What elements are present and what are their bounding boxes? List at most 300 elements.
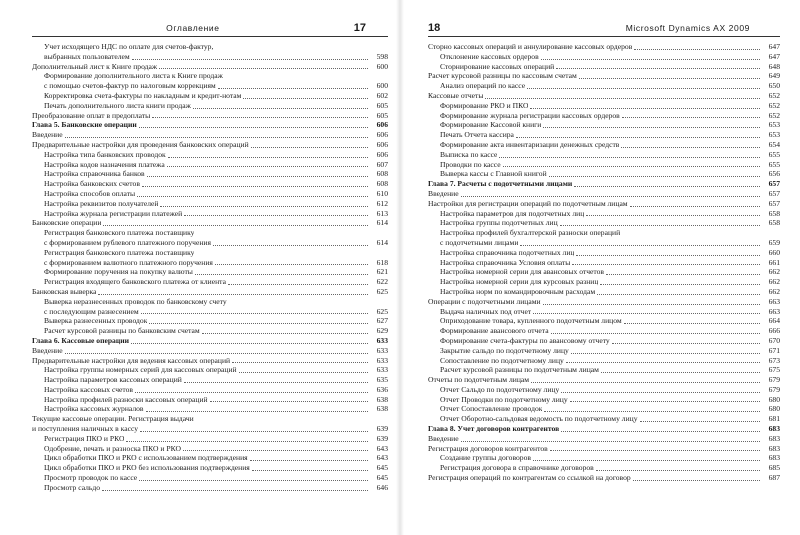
toc-entry[interactable]	[428, 248, 780, 258]
toc-page-number: 657	[768, 179, 780, 189]
toc-entry[interactable]	[32, 189, 388, 199]
dot-leader	[159, 67, 368, 69]
toc-entry-title: Отклонение кассовых ордеров	[440, 51, 539, 61]
toc-page-number: 635	[376, 375, 388, 385]
toc-entry[interactable]	[32, 111, 388, 121]
toc-entry-title: Настройка параметров кассовых операций	[44, 375, 182, 385]
toc-entry[interactable]	[32, 346, 388, 356]
dot-leader	[218, 87, 368, 89]
toc-page-number: 653	[768, 130, 780, 140]
toc-entry-title: Настройка банковских счетов	[44, 179, 140, 189]
toc-entry-title: Введение	[32, 130, 63, 140]
dot-leader	[193, 107, 368, 109]
toc-page-number: 645	[376, 473, 388, 483]
toc-page-number: 608	[376, 169, 388, 179]
toc-page-number: 622	[376, 277, 388, 287]
toc-chapter-entry[interactable]	[32, 336, 388, 346]
toc-page-number: 613	[376, 208, 388, 218]
toc-page-number: 657	[768, 198, 780, 208]
toc-entry-title: Анализ операций по кассе	[440, 81, 526, 91]
toc-page-number: 600	[376, 81, 388, 91]
dot-leader	[139, 479, 368, 481]
toc-entry-title: Выверка кассы с Главной книгой	[440, 169, 547, 179]
dot-leader	[601, 371, 760, 373]
toc-entry[interactable]	[32, 130, 388, 140]
toc-entry-title: Проводки по кассе	[440, 159, 501, 169]
toc-page-number: 649	[768, 71, 780, 81]
dot-leader	[167, 165, 368, 167]
toc-entry-title: Регистрация ПКО и РКО	[44, 433, 125, 443]
dot-leader	[597, 293, 760, 295]
dot-leader	[102, 489, 368, 491]
toc-entry-title: Настройка профилей бухгалтерской разноски операций	[440, 228, 621, 238]
toc-entry-title: и поступления наличных в кассу	[32, 424, 139, 434]
toc-page-number: 638	[376, 394, 388, 404]
dot-leader	[572, 263, 760, 265]
dot-leader	[196, 421, 368, 422]
toc-entry-title: Настройка реквизитов получателей	[44, 198, 159, 208]
toc-entry[interactable]	[32, 463, 388, 473]
dot-leader	[624, 322, 760, 324]
toc-page-number: 647	[768, 42, 780, 51]
toc-entry[interactable]	[32, 444, 388, 454]
toc-page-number: 662	[768, 286, 780, 296]
toc-page-number: 652	[768, 100, 780, 110]
toc-entry-title: Настройка журнала регистрации платежей	[44, 208, 183, 218]
dot-leader	[530, 107, 760, 109]
toc-entry[interactable]	[32, 307, 388, 317]
toc-page-number: 658	[768, 218, 780, 228]
toc-page-number: 671	[768, 345, 780, 355]
toc-entry-title: Настройка параметров для подотчетных лиц	[440, 208, 585, 218]
dot-leader	[561, 430, 760, 432]
toc-entry[interactable]	[428, 414, 780, 424]
toc-entry[interactable]	[32, 473, 388, 483]
toc-entry[interactable]	[32, 150, 388, 160]
toc-entry-title: Регистрация банковского платежа поставщику	[44, 228, 195, 238]
dot-leader	[137, 195, 368, 197]
page-header	[428, 22, 780, 37]
dot-leader	[160, 205, 368, 207]
toc-entry[interactable]	[32, 101, 388, 111]
toc-entry[interactable]	[428, 150, 780, 160]
toc-page-number: 636	[376, 384, 388, 394]
toc-entry[interactable]	[428, 346, 780, 356]
toc-entry[interactable]	[32, 248, 388, 258]
toc-entry-title: Настройки для регистрации операций по подотчетным лицам	[428, 198, 628, 208]
toc-entry[interactable]	[32, 277, 388, 287]
toc-entry[interactable]	[32, 81, 388, 91]
toc-entry[interactable]	[32, 71, 388, 81]
table-of-contents	[32, 42, 388, 493]
dot-leader	[551, 332, 760, 334]
toc-entry[interactable]	[428, 101, 780, 111]
dot-leader	[126, 440, 368, 442]
toc-page-number: 606	[376, 130, 388, 140]
toc-entry-title: Выверка разнесенных проводок	[44, 316, 148, 326]
dot-leader	[225, 78, 368, 79]
toc-entry-title: Формирование поручения на покупку валюты	[44, 267, 193, 277]
toc-entry-title: Предварительные настройки для ведения кассовых операций	[32, 355, 231, 365]
dot-leader	[146, 410, 368, 412]
toc-entry[interactable]	[428, 130, 780, 140]
page-header	[32, 22, 388, 37]
toc-page-number: 606	[376, 120, 388, 130]
toc-page-number: 662	[768, 277, 780, 287]
toc-page-number: 654	[768, 139, 780, 149]
toc-entry[interactable]	[32, 356, 388, 366]
toc-entry[interactable]	[428, 81, 780, 91]
toc-entry-title: Введение	[428, 188, 459, 198]
toc-entry[interactable]	[428, 277, 780, 287]
toc-page-number: 680	[768, 404, 780, 414]
toc-entry-title: Регистрация операций по контрагентам со ссылкой на договор	[428, 473, 631, 483]
toc-entry-title: Глава 6. Кассовые операции	[32, 335, 129, 345]
toc-entry-title: Формирование авансового отчета	[440, 326, 549, 336]
toc-entry[interactable]	[428, 375, 780, 385]
toc-entry-title: Выверка неразнесенных проводок по банковскому счету	[44, 296, 227, 306]
toc-page-number: 658	[768, 208, 780, 218]
toc-page-number: 639	[376, 433, 388, 443]
toc-page-number: 608	[376, 179, 388, 189]
toc-entry[interactable]	[32, 414, 388, 424]
toc-entry[interactable]	[428, 287, 780, 297]
toc-entry-title: Просмотр проводок по кассе	[44, 473, 138, 483]
toc-entry-title: Настройка номерной серии для курсовых разниц	[440, 277, 599, 287]
dot-leader	[184, 214, 368, 216]
toc-entry-title: Глава 5. Банковские операции	[32, 120, 137, 130]
toc-page-number: 643	[376, 443, 388, 453]
dot-leader	[210, 400, 368, 402]
toc-entry[interactable]	[428, 473, 780, 483]
toc-entry[interactable]	[32, 218, 388, 228]
toc-page-number: 643	[376, 453, 388, 463]
toc-entry[interactable]	[428, 238, 780, 248]
running-title: Microsoft Dynamics AX 2009	[625, 23, 750, 33]
toc-chapter-entry[interactable]	[428, 424, 780, 434]
toc-entry-title: Настройка способов оплаты	[44, 188, 136, 198]
toc-page-number: 660	[768, 247, 780, 257]
toc-entry-title: Настройка группы номерных серий для кассовых операций	[44, 365, 237, 375]
toc-page-number: 655	[768, 149, 780, 159]
toc-entry-title: Регистрация входящего банковского платежа от клиента	[44, 277, 226, 287]
toc-entry[interactable]	[428, 189, 780, 199]
toc-entry[interactable]	[32, 199, 388, 209]
toc-page-number: 646	[376, 482, 388, 492]
toc-entry[interactable]	[428, 307, 780, 317]
toc-entry-title: с формированием рублевого платежного поручения	[44, 237, 211, 247]
toc-entry[interactable]	[32, 385, 388, 395]
dot-leader	[461, 440, 760, 442]
toc-entry[interactable]	[428, 52, 780, 62]
toc-entry-title: Настройка справочника Условия оплаты	[440, 257, 571, 267]
dot-leader	[533, 459, 760, 461]
right-page	[400, 0, 800, 535]
toc-entry-title: с формированием валютного платежного поручения	[44, 257, 213, 267]
dot-leader	[139, 126, 368, 128]
toc-entry[interactable]	[32, 91, 388, 101]
dot-leader	[141, 312, 368, 314]
dot-leader	[131, 342, 368, 344]
dot-leader	[561, 391, 760, 393]
dot-leader	[132, 58, 368, 60]
toc-page-number: 659	[768, 237, 780, 247]
toc-page-number: 652	[768, 110, 780, 120]
toc-page-number: 687	[768, 473, 780, 483]
dot-leader	[168, 156, 368, 158]
toc-entry-title: Введение	[32, 345, 63, 355]
toc-entry[interactable]	[428, 71, 780, 81]
dot-leader	[195, 273, 368, 275]
toc-page-number: 621	[376, 267, 388, 277]
toc-entry[interactable]	[428, 228, 780, 238]
toc-page-number: 661	[768, 257, 780, 267]
dot-leader	[640, 420, 760, 422]
toc-page-number: 625	[376, 286, 388, 296]
toc-page-number: 627	[376, 316, 388, 326]
toc-page-number: 612	[376, 198, 388, 208]
toc-entry-title: Текущие кассовые операции. Регистрация выдачи	[32, 414, 194, 424]
toc-page-number: 679	[768, 375, 780, 385]
toc-entry[interactable]	[32, 453, 388, 463]
toc-entry[interactable]	[32, 169, 388, 179]
toc-entry-title: Регистрация договоров контрагентов	[428, 443, 548, 453]
toc-entry[interactable]	[428, 160, 780, 170]
toc-entry-title: с помощью счетов-фактур по налоговым коррекциям	[44, 81, 216, 91]
toc-entry-title: Кассовые отчеты	[428, 90, 484, 100]
toc-entry[interactable]	[428, 42, 780, 52]
toc-page-number: 679	[768, 384, 780, 394]
dot-leader	[215, 49, 368, 50]
toc-entry[interactable]	[32, 424, 388, 434]
toc-entry[interactable]	[428, 395, 780, 405]
toc-entry[interactable]	[428, 218, 780, 228]
toc-entry-title: Формирование журнала регистрации кассовых ордеров	[440, 110, 620, 120]
toc-entry[interactable]	[428, 267, 780, 277]
toc-entry[interactable]	[428, 326, 780, 336]
toc-entry[interactable]	[428, 111, 780, 121]
toc-entry-title: Настройка кассовых счетов	[44, 384, 134, 394]
toc-chapter-entry[interactable]	[428, 179, 780, 189]
dot-leader	[544, 410, 760, 412]
toc-entry[interactable]	[32, 365, 388, 375]
toc-page-number: 610	[376, 188, 388, 198]
dot-leader	[586, 214, 760, 216]
toc-page-number: 638	[376, 404, 388, 414]
toc-entry-title: Формирование счета-фактуры по авансовому отчету	[440, 335, 610, 345]
toc-entry[interactable]	[428, 91, 780, 101]
toc-entry[interactable]	[428, 463, 780, 473]
toc-entry-title: Выдача наличных под отчет	[440, 306, 532, 316]
toc-entry-title: Расчет курсовой разницы по подотчетным лицам	[440, 365, 599, 375]
dot-leader	[196, 235, 368, 236]
toc-entry[interactable]	[32, 297, 388, 307]
dot-leader	[516, 136, 760, 138]
toc-entry[interactable]	[428, 453, 780, 463]
toc-entry[interactable]	[428, 140, 780, 150]
toc-entry-title: Настройка профилей разноски кассовых операций	[44, 394, 208, 404]
dot-leader	[520, 244, 760, 246]
toc-entry[interactable]	[32, 140, 388, 150]
dot-leader	[556, 67, 760, 69]
toc-entry-title: Выписка по кассе	[440, 149, 498, 159]
toc-entry[interactable]	[428, 62, 780, 72]
toc-page-number: 683	[768, 443, 780, 453]
dot-leader	[571, 352, 760, 354]
toc-entry[interactable]	[428, 336, 780, 346]
toc-entry[interactable]	[428, 444, 780, 454]
dot-leader	[98, 293, 368, 295]
toc-entry-title: Предварительные настройки для проведения банковских операций	[32, 139, 249, 149]
toc-page-number: 614	[376, 237, 388, 247]
toc-page-number: 639	[376, 424, 388, 434]
dot-leader	[549, 175, 760, 177]
toc-entry-title: Отчеты по подотчетным лицам	[428, 375, 530, 385]
toc-entry[interactable]	[428, 365, 780, 375]
dot-leader	[622, 235, 760, 236]
toc-entry[interactable]	[32, 395, 388, 405]
dot-leader	[103, 224, 368, 226]
dot-leader	[215, 263, 368, 265]
dot-leader	[543, 303, 760, 305]
toc-entry-title: Сопоставление по подотчетному лицу	[440, 355, 564, 365]
toc-entry-title: Регистрация договора в справочнике договоров	[440, 463, 594, 473]
dot-leader	[499, 156, 760, 158]
page-number: 18	[428, 22, 441, 34]
page-number: 17	[353, 22, 366, 34]
toc-entry[interactable]	[32, 483, 388, 493]
toc-page-number: 683	[768, 424, 780, 434]
toc-entry-title: Регистрация банковского платежа поставщику	[44, 247, 195, 257]
dot-leader	[533, 312, 760, 314]
toc-entry[interactable]	[32, 404, 388, 414]
toc-page-number: 655	[768, 159, 780, 169]
toc-entry[interactable]	[428, 385, 780, 395]
toc-page-number: 662	[768, 267, 780, 277]
toc-entry-title: Настройка справочника банков	[44, 169, 145, 179]
toc-entry[interactable]	[32, 434, 388, 444]
toc-entry[interactable]	[32, 52, 388, 62]
toc-entry-title: Настройка номерной серии для авансовых отчетов	[440, 267, 604, 277]
dot-leader	[251, 146, 368, 148]
toc-page-number: 645	[376, 463, 388, 473]
toc-page-number: 680	[768, 394, 780, 404]
toc-entry-title: Одобрение, печать и разноска ПКО и РКО	[44, 443, 181, 453]
toc-page-number: 598	[376, 51, 388, 61]
toc-entry-title: Отчет Проводки по подотчетному лицу	[440, 394, 568, 404]
toc-chapter-entry[interactable]	[32, 120, 388, 130]
dot-leader	[531, 381, 760, 383]
toc-entry-title: с последующим разнесением	[44, 306, 139, 316]
toc-entry-title: Настройка кассовых журналов	[44, 404, 144, 414]
toc-entry[interactable]	[32, 258, 388, 268]
toc-entry-title: Закрытие сальдо по подотчетному лицу	[440, 345, 569, 355]
toc-entry[interactable]	[32, 160, 388, 170]
toc-entry[interactable]	[32, 228, 388, 238]
toc-entry-title: Настройка справочника подотчетных лиц	[440, 247, 575, 257]
toc-entry-title: с подотчетными лицами	[440, 237, 519, 247]
toc-page-number: 675	[768, 365, 780, 375]
toc-entry[interactable]	[32, 316, 388, 326]
dot-leader	[576, 254, 760, 256]
dot-leader	[621, 146, 760, 148]
toc-page-number: 633	[376, 345, 388, 355]
toc-entry-title: Настройка типа банковских проводок	[44, 149, 166, 159]
toc-page-number: 633	[376, 335, 388, 345]
dot-leader	[560, 224, 760, 226]
dot-leader	[485, 97, 760, 99]
toc-page-number: 633	[376, 365, 388, 375]
toc-entry[interactable]	[428, 434, 780, 444]
dot-leader	[183, 449, 368, 451]
toc-page-number: 607	[376, 159, 388, 169]
toc-entry[interactable]	[428, 258, 780, 268]
toc-page-number: 606	[376, 139, 388, 149]
toc-entry[interactable]	[428, 404, 780, 414]
dot-leader	[570, 400, 760, 402]
toc-page-number: 670	[768, 335, 780, 345]
toc-page-number: 650	[768, 81, 780, 91]
toc-entry[interactable]	[428, 209, 780, 219]
toc-page-number: 663	[768, 306, 780, 316]
toc-entry[interactable]	[428, 356, 780, 366]
dot-leader	[252, 469, 368, 471]
dot-leader	[229, 304, 368, 305]
toc-entry-title: Настройка кодов назначения платежа	[44, 159, 165, 169]
toc-entry[interactable]	[428, 297, 780, 307]
toc-entry-title: Формирование дополнительного листа к Книге продаж	[44, 71, 223, 81]
toc-page-number: 600	[376, 61, 388, 71]
toc-entry-title: Оприходование товара, купленного подотчетным лицом	[440, 316, 622, 326]
toc-entry-title: Настройка норм по командировочным расходам	[440, 286, 596, 296]
toc-page-number: 602	[376, 90, 388, 100]
toc-entry-title: Преобразование оплат в предоплаты	[32, 110, 151, 120]
toc-entry-title: Банковские операции	[32, 218, 102, 228]
toc-entry[interactable]	[32, 42, 388, 52]
dot-leader	[550, 449, 760, 451]
dot-leader	[147, 175, 368, 177]
toc-entry[interactable]	[428, 316, 780, 326]
toc-page-number: 652	[768, 90, 780, 100]
toc-entry[interactable]	[428, 169, 780, 179]
dot-leader	[579, 77, 760, 79]
toc-entry[interactable]	[428, 199, 780, 209]
toc-entry-title: Отчет Оборотно-сальдовая ведомость по подотчетному лицу	[440, 414, 638, 424]
toc-entry-title: Настройка группы подотчетных лиц	[440, 218, 558, 228]
toc-entry-title: Глава 8. Учет договоров контрагентов	[428, 424, 560, 434]
toc-entry[interactable]	[32, 287, 388, 297]
toc-entry[interactable]	[32, 238, 388, 248]
toc-entry[interactable]	[32, 179, 388, 189]
toc-page-number: 633	[376, 355, 388, 365]
toc-entry[interactable]	[32, 62, 388, 72]
toc-entry[interactable]	[32, 209, 388, 219]
toc-page-number: 614	[376, 218, 388, 228]
toc-entry-title: Создание группы договоров	[440, 453, 531, 463]
dot-leader	[600, 283, 760, 285]
dot-leader	[239, 371, 368, 373]
toc-entry[interactable]	[32, 375, 388, 385]
toc-entry[interactable]	[428, 120, 780, 130]
toc-entry[interactable]	[32, 267, 388, 277]
dot-leader	[243, 97, 368, 99]
toc-entry-title: Расчет курсовой разницы по кассовым счетам	[428, 71, 577, 81]
toc-page-number: 685	[768, 463, 780, 473]
toc-entry-title: Корректировка счета-фактуры по накладным и кредит-нотам	[44, 90, 242, 100]
dot-leader	[574, 185, 760, 187]
table-of-contents	[428, 42, 780, 483]
toc-entry[interactable]	[32, 326, 388, 336]
